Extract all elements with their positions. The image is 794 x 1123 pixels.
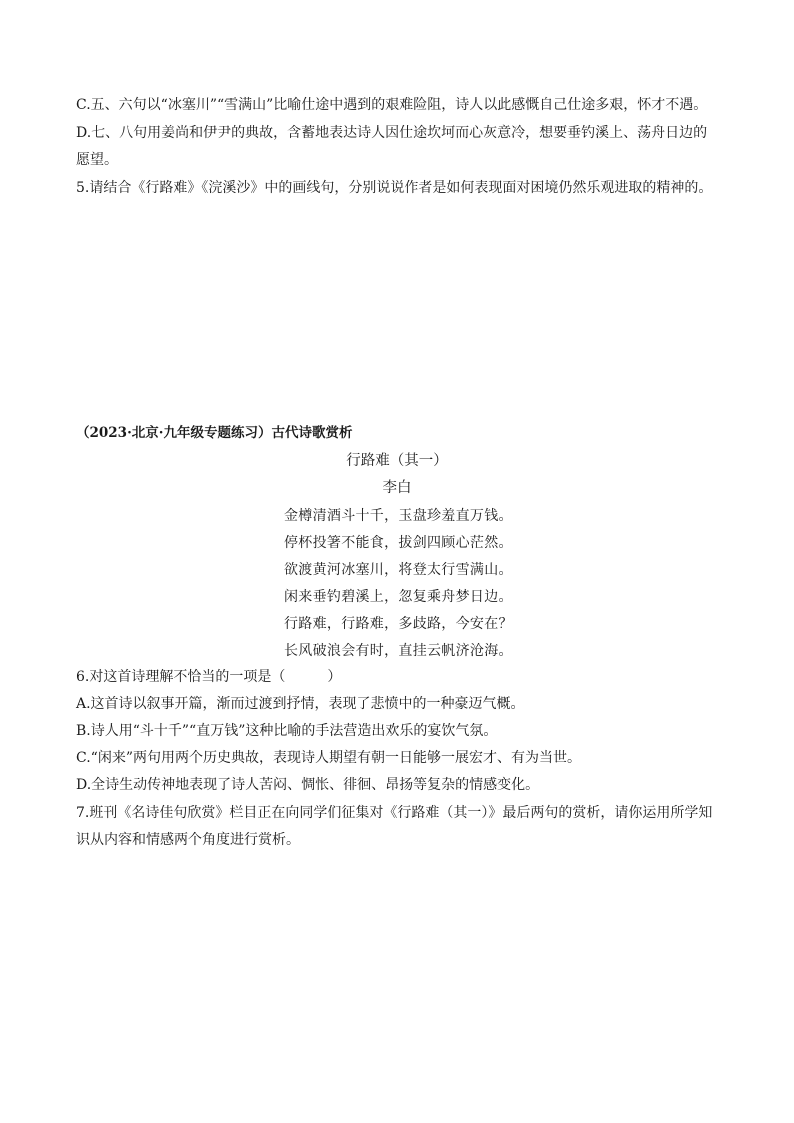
question-7-text: 7.班刊《名诗佳句欣赏》栏目正在向同学们征集对《行路难（其一）》最后两句的赏析，请你运用所学知识从内容和情感两个角度进行赏析。 bbox=[76, 805, 713, 848]
q6-option-b: B.诗人用“斗十千”“直万钱”这种比喻的手法营造出欢乐的宴饮气氛。 bbox=[76, 723, 498, 739]
q6-option-a: A.这首诗以叙事开篇，渐而过渡到抒情，表现了悲愤中的一种豪迈气概。 bbox=[76, 696, 525, 712]
question-5-text: 5.请结合《行路难》《浣溪沙》中的画线句，分别说说作者是如何表现面对困境仍然乐观进取的精神的。 bbox=[76, 180, 713, 196]
question-6-text: 6.对这首诗理解不恰当的一项是（ ） bbox=[76, 669, 342, 685]
poem-line: 闲来垂钓碧溪上，忽复乘舟梦日边。 bbox=[284, 589, 513, 605]
section-header: （2023·北京·九年级专题练习）古代诗歌赏析 bbox=[76, 425, 353, 441]
poem-line: 停杯投箸不能食，拔剑四顾心茫然。 bbox=[284, 535, 513, 551]
poem-author: 李白 bbox=[382, 480, 412, 496]
poem-title: 行路难（其一） bbox=[346, 453, 448, 469]
q6-option-d: D.全诗生动传神地表现了诗人苦闷、惆怅、徘徊、昂扬等复杂的情感变化。 bbox=[76, 777, 540, 793]
poem-line: 长风破浪会有时，直挂云帆济沧海。 bbox=[284, 643, 513, 659]
q6-option-c: C.“闲来”两句用两个历史典故，表现诗人期望有朝一日能够一展宏才、有为当世。 bbox=[76, 750, 581, 766]
poem-line: 行路难，行路难，多歧路，今安在？ bbox=[284, 616, 513, 632]
option-c-text: C.五、六句以“冰塞川”“雪满山”比喻仕途中遇到的艰难险阻，诗人以此感慨自己仕途多艰，怀才不遇。 bbox=[76, 97, 708, 113]
poem-line: 欲渡黄河冰塞川，将登太行雪满山。 bbox=[284, 562, 513, 578]
poem-line: 金樽清酒斗十千，玉盘珍羞直万钱。 bbox=[284, 508, 513, 524]
option-d-text: D.七、八句用姜尚和伊尹的典故，含蓄地表达诗人因仕途坎坷而心灰意冷，想要垂钓溪上、荡舟日边的愿望。 bbox=[76, 125, 708, 168]
